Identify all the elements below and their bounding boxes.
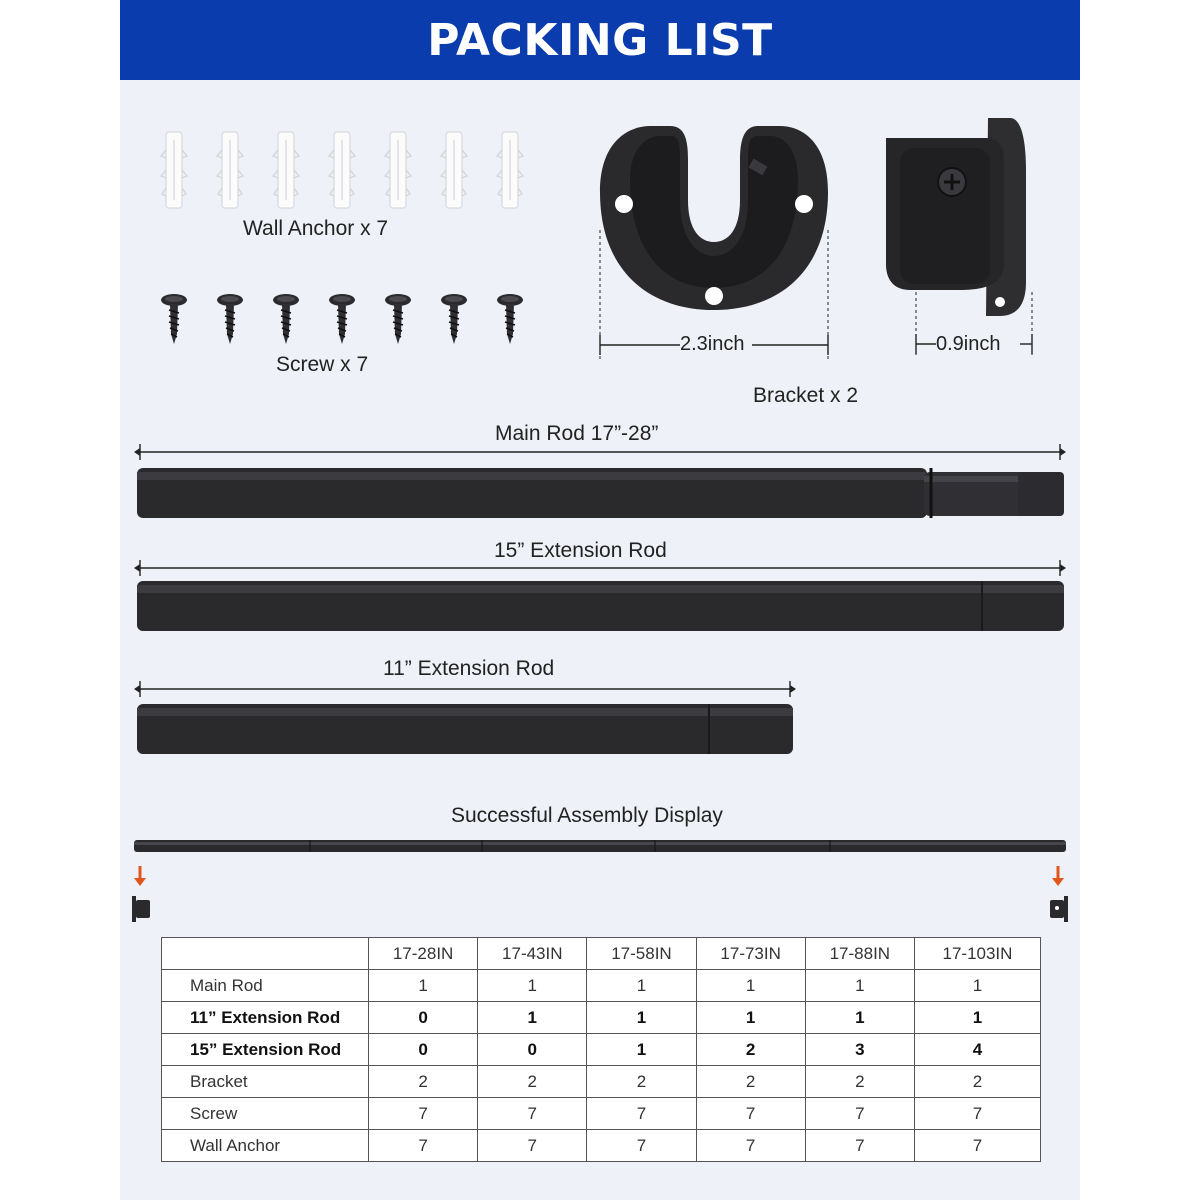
table-cell: 7 xyxy=(696,1130,805,1162)
row-label: Main Rod xyxy=(162,970,369,1002)
table-row xyxy=(162,1034,1041,1066)
assembly-title: Successful Assembly Display xyxy=(451,804,723,827)
table-cell: 1 xyxy=(369,970,478,1002)
packing-list-panel xyxy=(120,0,1080,1200)
screw-icon xyxy=(161,294,187,344)
table-cell: 7 xyxy=(369,1130,478,1162)
ext-rod-15-icon xyxy=(134,558,1066,634)
row-label: Wall Anchor xyxy=(162,1130,369,1162)
row-label: Bracket xyxy=(162,1066,369,1098)
table-cell: 4 xyxy=(914,1034,1040,1066)
table-cell: 7 xyxy=(914,1130,1040,1162)
table-header-cell: 17-73IN xyxy=(696,938,805,970)
table-cell: 1 xyxy=(805,970,914,1002)
table-cell: 1 xyxy=(587,1002,696,1034)
table-cell: 1 xyxy=(696,970,805,1002)
main-rod-icon xyxy=(134,442,1066,522)
table-cell: 7 xyxy=(478,1098,587,1130)
table-cell: 7 xyxy=(805,1098,914,1130)
table-cell: 1 xyxy=(805,1002,914,1034)
table-cell: 7 xyxy=(478,1130,587,1162)
table-header-cell: 17-88IN xyxy=(805,938,914,970)
table-cell: 1 xyxy=(587,970,696,1002)
wall-anchor-group xyxy=(156,128,536,214)
row-label: 15” Extension Rod xyxy=(162,1034,369,1066)
wall-anchor-icon xyxy=(329,132,355,208)
table-cell: 3 xyxy=(805,1034,914,1066)
bracket-depth-label: 0.9inch xyxy=(936,333,1001,355)
table-cell: 7 xyxy=(914,1098,1040,1130)
table-cell: 7 xyxy=(587,1098,696,1130)
table-header-cell: 17-43IN xyxy=(478,938,587,970)
bracket-width-label: 2.3inch xyxy=(680,333,745,355)
table-header-cell: 17-58IN xyxy=(587,938,696,970)
table-row xyxy=(162,1002,1041,1034)
screw-icon xyxy=(441,294,467,344)
table-header-cell xyxy=(162,938,369,970)
table-cell: 2 xyxy=(805,1066,914,1098)
header-banner xyxy=(120,0,1080,80)
ext-rod-15-label: 15” Extension Rod xyxy=(494,539,667,562)
assembled-rod-icon xyxy=(130,836,1070,926)
wall-anchor-icon xyxy=(441,132,467,208)
main-rod-label: Main Rod 17”-28” xyxy=(495,422,659,445)
screw-icon xyxy=(217,294,243,344)
wall-anchor-icon xyxy=(385,132,411,208)
screw-icon xyxy=(497,294,523,344)
table-cell: 1 xyxy=(478,970,587,1002)
screw-label: Screw x 7 xyxy=(276,353,369,376)
table-row xyxy=(162,1066,1041,1098)
table-row xyxy=(162,970,1041,1002)
screw-icon xyxy=(273,294,299,344)
table-header-row xyxy=(162,938,1041,970)
table-header-cell: 17-103IN xyxy=(914,938,1040,970)
table-cell: 2 xyxy=(914,1066,1040,1098)
table-cell: 2 xyxy=(369,1066,478,1098)
table-cell: 1 xyxy=(914,970,1040,1002)
ext-rod-11-label: 11” Extension Rod xyxy=(383,657,555,680)
table-cell: 7 xyxy=(369,1098,478,1130)
table-cell: 2 xyxy=(478,1066,587,1098)
page-title: PACKING LIST xyxy=(427,14,773,66)
wall-anchor-icon xyxy=(273,132,299,208)
wall-anchor-icon xyxy=(217,132,243,208)
table-cell: 7 xyxy=(805,1130,914,1162)
wall-anchor-label: Wall Anchor x 7 xyxy=(243,217,389,240)
bracket-label: Bracket x 2 xyxy=(753,384,859,407)
table-header-cell: 17-28IN xyxy=(369,938,478,970)
table-cell: 1 xyxy=(914,1002,1040,1034)
table-cell: 0 xyxy=(369,1002,478,1034)
screw-group xyxy=(156,292,536,348)
screw-icon xyxy=(329,294,355,344)
bracket-front-icon xyxy=(590,120,840,365)
table-cell: 0 xyxy=(369,1034,478,1066)
table-cell: 2 xyxy=(696,1066,805,1098)
wall-anchor-icon xyxy=(161,132,187,208)
screw-icon xyxy=(385,294,411,344)
table-row xyxy=(162,1098,1041,1130)
table-cell: 1 xyxy=(587,1034,696,1066)
table-cell: 1 xyxy=(478,1002,587,1034)
table-row xyxy=(162,1130,1041,1162)
table-cell: 7 xyxy=(587,1130,696,1162)
assembly-table xyxy=(161,937,1041,1162)
wall-anchor-icon xyxy=(497,132,523,208)
row-label: Screw xyxy=(162,1098,369,1130)
table-cell: 2 xyxy=(587,1066,696,1098)
table-cell: 2 xyxy=(696,1034,805,1066)
table-cell: 7 xyxy=(696,1098,805,1130)
row-label: 11” Extension Rod xyxy=(162,1002,369,1034)
ext-rod-11-icon xyxy=(134,677,796,757)
table-cell: 1 xyxy=(696,1002,805,1034)
table-cell: 0 xyxy=(478,1034,587,1066)
bracket-side-icon xyxy=(880,112,1060,367)
